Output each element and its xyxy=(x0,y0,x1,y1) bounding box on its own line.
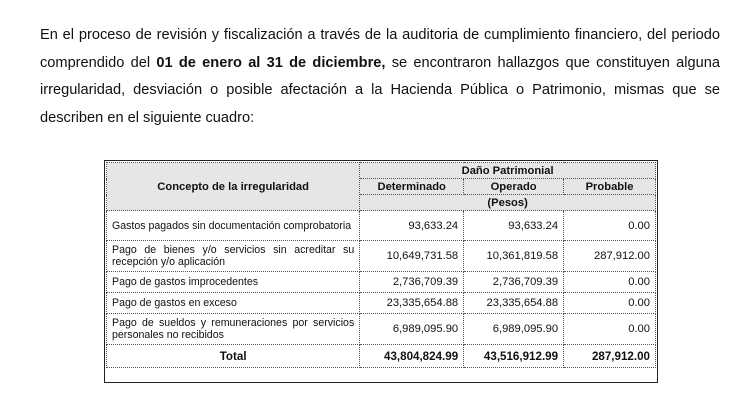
header-probable: Probable xyxy=(564,179,656,195)
header-units: (Pesos) xyxy=(360,195,656,211)
row-determinado: 23,335,654.88 xyxy=(360,293,464,314)
row-determinado: 6,989,095.90 xyxy=(360,314,464,345)
total-label: Total xyxy=(107,345,360,368)
row-probable: 0.00 xyxy=(564,293,656,314)
row-concept: Gastos pagados sin documentación comprobatoria xyxy=(107,211,360,241)
row-determinado: 10,649,731.58 xyxy=(360,241,464,272)
table-row xyxy=(107,211,656,241)
header-operado: Operado xyxy=(464,179,564,195)
row-operado: 10,361,819.58 xyxy=(464,241,564,272)
paragraph-line-3: irregularidad, desviación o posible afectación a la Hacienda Pública o Patrimonio, mismas que se xyxy=(40,82,720,98)
row-operado: 93,633.24 xyxy=(464,211,564,241)
row-probable: 287,912.00 xyxy=(564,241,656,272)
total-row xyxy=(107,345,656,368)
header-damage-group: Daño Patrimonial xyxy=(360,163,656,179)
total-determinado: 43,804,824.99 xyxy=(360,345,464,368)
period-dates: 01 de enero al 31 de diciembre, xyxy=(156,54,386,71)
paragraph-line-2-prefix: comprendido del xyxy=(40,54,157,71)
total-operado: 43,516,912.99 xyxy=(464,345,564,368)
total-probable: 287,912.00 xyxy=(564,345,656,368)
paragraph-line-4: describen en el siguiente cuadro: xyxy=(40,109,255,126)
row-probable: 0.00 xyxy=(564,314,656,345)
header-concept: Concepto de la irregularidad xyxy=(107,163,360,211)
row-operado: 23,335,654.88 xyxy=(464,293,564,314)
table-row xyxy=(107,272,656,293)
header-determinado: Determinado xyxy=(360,179,464,195)
row-operado: 2,736,709.39 xyxy=(464,272,564,293)
row-determinado: 2,736,709.39 xyxy=(360,272,464,293)
paragraph-line-2-suffix: se encontraron hallazgos que constituyen alguna xyxy=(385,54,720,71)
table-row xyxy=(107,293,656,314)
row-concept: Pago de gastos improcedentes xyxy=(107,272,360,293)
paragraph-line-1: En el proceso de revisión y fiscalización a través de la auditoria de cumplimiento financiero, del periodo xyxy=(40,27,720,43)
row-probable: 0.00 xyxy=(564,211,656,241)
row-operado: 6,989,095.90 xyxy=(464,314,564,345)
table-row xyxy=(107,241,656,272)
row-concept: Pago de bienes y/o servicios sin acreditar su recepción y/o aplicación xyxy=(107,241,360,272)
intro-paragraph xyxy=(40,22,720,132)
damage-table xyxy=(106,162,656,368)
row-concept: Pago de gastos en exceso xyxy=(107,293,360,314)
row-probable: 0.00 xyxy=(564,272,656,293)
paragraph-line-2 xyxy=(40,50,720,78)
table-row xyxy=(107,314,656,345)
row-concept: Pago de sueldos y remuneraciones por servicios personales no recibidos xyxy=(107,314,360,345)
row-determinado: 93,633.24 xyxy=(360,211,464,241)
